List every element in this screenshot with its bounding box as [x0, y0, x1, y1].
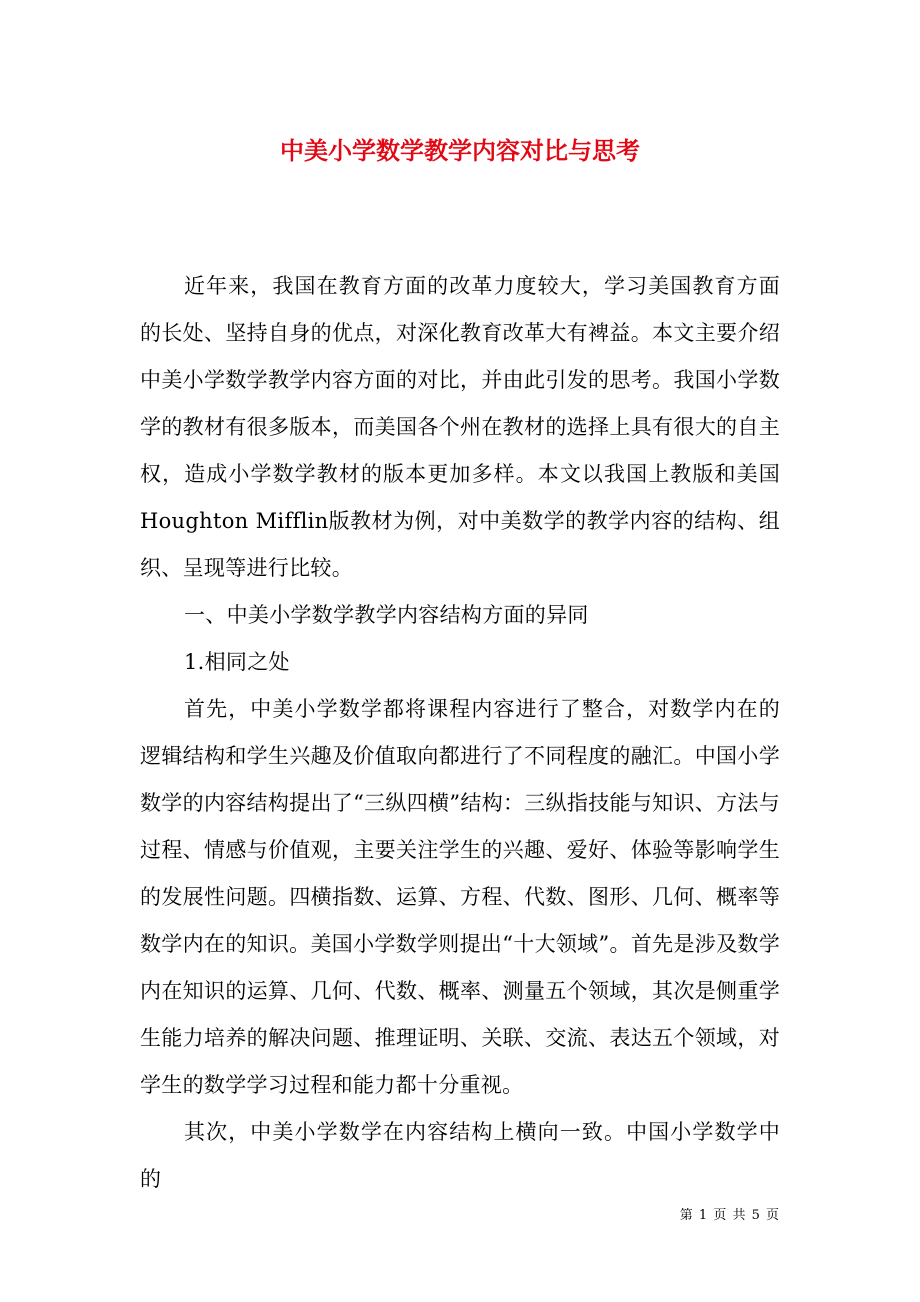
- page-number: 第 1 页 共 5 页: [679, 1208, 780, 1223]
- document-body: [140, 263, 780, 1203]
- document-title: 中美小学数学教学内容对比与思考: [280, 136, 640, 166]
- section-heading: 一、中美小学数学教学内容结构方面的异同: [184, 603, 589, 627]
- paragraph-intro: 近年来，我国在教育方面的改革力度较大，学习美国教育方面的长处、坚持自身的优点，对深化教育改革大有裨益。本文主要介绍中美小学数学教学内容方面的对比，并由此引发的思考。我国小学数学的教材有很多版本，而美国各个州在教材的选择上具有很大的自主权，造成小学数学教材的版本更加多样。本文以我国上教版和美国Houghton Mifflin版教材为例，对中美数学的教学内容的结构、组织、呈现等进行比较。: [140, 274, 780, 580]
- subsection-heading: 1.相同之处: [184, 650, 290, 674]
- paragraph-continued: 其次，中美小学数学在内容结构上横向一致。中国小学数学中的: [140, 1120, 780, 1191]
- paragraph-similarities: 首先，中美小学数学都将课程内容进行了整合，对数学内在的逻辑结构和学生兴趣及价值取向都进行了不同程度的融汇。中国小学数学的内容结构提出了“三纵四横”结构：三纵指技能与知识、方法与过程、情感与价值观，主要关注学生的兴趣、爱好、体验等影响学生的发展性问题。四横指数、运算、方程、代数、图形、几何、概率等数学内在的知识。美国小学数学则提出“十大领域”。首先是涉及数学内在知识的运算、几何、代数、概率、测量五个领域，其次是侧重学生能力培养的解决问题、推理证明、关联、交流、表达五个领域，对学生的数学学习过程和能力都十分重视。: [140, 697, 780, 1097]
